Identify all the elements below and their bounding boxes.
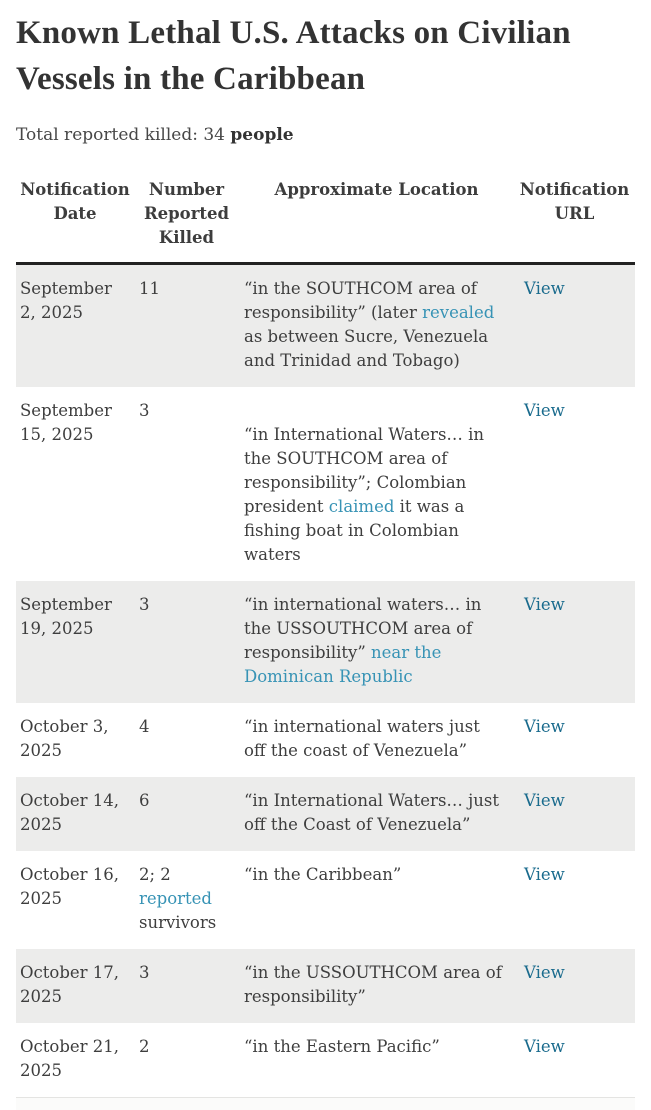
text-segment: survivors [139, 913, 217, 932]
cell-approximate-location [239, 264, 514, 388]
cell-number-reported-killed [134, 777, 239, 851]
table-bottom-divider [16, 1097, 635, 1110]
view-link[interactable]: View [524, 865, 565, 884]
cell-approximate-location [239, 851, 514, 949]
text-segment: 4 [139, 717, 150, 736]
date-text: October 3, 2025 [20, 717, 109, 760]
cell-number-reported-killed [134, 851, 239, 949]
text-segment: “in the Eastern Pacific” [244, 1037, 440, 1056]
date-text: October 16, 2025 [20, 865, 120, 908]
view-link[interactable]: View [524, 791, 565, 810]
text-segment: 2; 2 [139, 865, 171, 884]
inline-link[interactable]: near the Dominican Republic [244, 643, 442, 686]
date-text: September 19, 2025 [20, 595, 112, 638]
inline-link[interactable]: reported [139, 889, 212, 908]
summary-line [16, 124, 635, 146]
summary-unit: people [230, 125, 294, 145]
cell-notification-url [514, 851, 635, 949]
inline-link[interactable]: claimed [328, 497, 395, 516]
cell-notification-url [514, 581, 635, 703]
text-segment: “in International Waters… in the SOUTHCOM area of responsibility”; Colombian president [244, 425, 485, 516]
table-row [16, 1023, 635, 1097]
cell-notification-date [16, 387, 134, 581]
view-link[interactable]: View [524, 279, 565, 298]
cell-notification-url [514, 703, 635, 777]
table-body [16, 264, 635, 1098]
text-segment: “in International Waters… just off the Coast of Venezuela” [244, 791, 500, 834]
cell-approximate-location [239, 949, 514, 1023]
col-header-number-reported-killed: Number Reported Killed [143, 180, 230, 247]
table-row [16, 949, 635, 1023]
view-link[interactable]: View [524, 1037, 565, 1056]
date-text: October 21, 2025 [20, 1037, 120, 1080]
table-row [16, 703, 635, 777]
summary-number: 34 [203, 125, 225, 145]
text-segment: it was a fishing boat in Colombian waters [244, 497, 465, 564]
date-text: September 15, 2025 [20, 401, 112, 444]
cell-notification-date [16, 264, 134, 388]
text-segment: as between Sucre, Venezuela and Trinidad and Tobago) [244, 327, 489, 370]
cell-approximate-location [239, 777, 514, 851]
col-header-notification-date: Notification Date [20, 180, 130, 223]
cell-approximate-location [239, 581, 514, 703]
cell-approximate-location [239, 387, 514, 581]
cell-number-reported-killed [134, 949, 239, 1023]
col-header-notification-url: Notification URL [519, 180, 630, 223]
date-text: October 17, 2025 [20, 963, 120, 1006]
text-segment: “in the Caribbean” [244, 865, 402, 884]
text-segment: 11 [139, 279, 160, 298]
cell-notification-date [16, 777, 134, 851]
cell-notification-url [514, 949, 635, 1023]
page-title: Known Lethal U.S. Attacks on Civilian Vessels in the Caribbean [16, 15, 571, 97]
cell-notification-date [16, 851, 134, 949]
text-segment: “in the USSOUTHCOM area of responsibility” [244, 963, 502, 1006]
table-row [16, 777, 635, 851]
text-segment: 3 [139, 595, 150, 614]
text-segment: “in international waters… in the USSOUTHCOM area of responsibility” [244, 595, 482, 662]
cell-notification-url [514, 1023, 635, 1097]
view-link[interactable]: View [524, 595, 565, 614]
cell-notification-date [16, 1023, 134, 1097]
cell-number-reported-killed [134, 703, 239, 777]
cell-notification-date [16, 949, 134, 1023]
table-row [16, 264, 635, 388]
table-header-row [16, 172, 635, 264]
table-row [16, 851, 635, 949]
table-header [16, 172, 635, 264]
text-segment: 2 [139, 1037, 150, 1056]
text-segment: “in international waters just off the coast of Venezuela” [244, 717, 480, 760]
cell-number-reported-killed [134, 1023, 239, 1097]
cell-notification-url [514, 264, 635, 388]
text-segment: “in the SOUTHCOM area of responsibility” (later [244, 279, 477, 322]
cell-number-reported-killed [134, 387, 239, 581]
view-link[interactable]: View [524, 963, 565, 982]
cell-number-reported-killed [134, 264, 239, 388]
table-row [16, 387, 635, 581]
attacks-table [16, 172, 635, 1097]
cell-notification-date [16, 703, 134, 777]
cell-number-reported-killed [134, 581, 239, 703]
cell-notification-url [514, 387, 635, 581]
text-segment: 3 [139, 401, 150, 420]
cell-notification-date [16, 581, 134, 703]
view-link[interactable]: View [524, 717, 565, 736]
summary-label: Total reported killed: [16, 125, 198, 145]
text-segment: 6 [139, 791, 150, 810]
inline-link[interactable]: revealed [422, 303, 495, 322]
date-text: October 14, 2025 [20, 791, 120, 834]
text-segment: 3 [139, 963, 150, 982]
date-text: September 2, 2025 [20, 279, 112, 322]
table-row [16, 581, 635, 703]
cell-approximate-location [239, 1023, 514, 1097]
cell-approximate-location [239, 703, 514, 777]
col-header-approximate-location: Approximate Location [274, 180, 479, 199]
view-link[interactable]: View [524, 401, 565, 420]
cell-notification-url [514, 777, 635, 851]
